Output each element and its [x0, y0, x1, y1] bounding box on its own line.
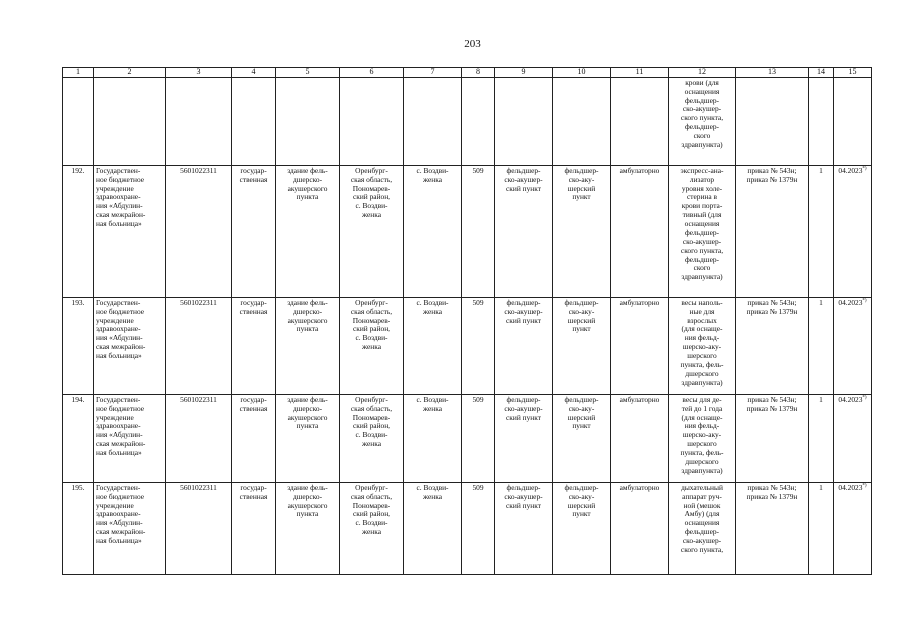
cell-line: шерский [567, 183, 596, 193]
cell-line: фельдшер- [684, 95, 720, 105]
cell-line: аппарат руч- [682, 491, 722, 501]
cell-line: шерский [567, 412, 596, 422]
cell-line: Оренбург- [355, 297, 388, 307]
cell-line: государ- [240, 297, 267, 307]
building-cell [276, 482, 340, 574]
cell-line: дшерско- [292, 174, 323, 184]
cell-line: Оренбург- [355, 165, 388, 175]
cell-line: с. Воздви- [416, 165, 449, 175]
cell-line: ско-аку- [568, 306, 595, 316]
cell-line: здание фель- [287, 482, 328, 492]
cell-line: ский район, [352, 509, 391, 519]
cell-line: ско-аку- [568, 174, 595, 184]
row-number-cell [63, 297, 94, 394]
unit-cell [553, 165, 611, 297]
cell-line: акушерского [287, 412, 328, 422]
inn-cell [166, 394, 232, 482]
cell-line: фельдшер- [684, 254, 720, 264]
unit-type-cell [495, 297, 553, 394]
cell-line: ная больница» [96, 219, 142, 229]
ownership-form-cell [232, 297, 276, 394]
cell-line: Пономарев- [352, 315, 391, 325]
cont-col-5 [276, 77, 340, 165]
cell-line: государ- [240, 394, 267, 404]
cell-line: ского пункта, [680, 544, 724, 554]
cell-line: Оренбург- [355, 482, 388, 492]
cell-line: Государствен- [96, 482, 141, 492]
inn-text: 5601022311 [180, 394, 217, 404]
date-cell [834, 482, 872, 574]
column-number-9: 9 [495, 68, 553, 78]
cell-line: женка [361, 342, 381, 352]
care-form-text: амбулаторно [619, 394, 660, 404]
cell-line: пункт [572, 421, 591, 431]
address-cell [340, 482, 404, 574]
cell-line: женка [422, 403, 442, 413]
cell-line: ско-акушер- [504, 306, 543, 316]
ownership-form-cell [232, 394, 276, 482]
cell-line: здравоохране- [96, 324, 141, 334]
cell-line: Государствен- [96, 165, 141, 175]
quantity-cell [809, 482, 834, 574]
cell-line: приказ № 543н; [747, 482, 797, 492]
continuation-row [63, 77, 872, 165]
cell-line: пункта, фель- [680, 448, 724, 458]
cell-line: ско-акушер- [504, 174, 543, 184]
ownership-form-cell [232, 165, 276, 297]
care-form-text: амбулаторно [619, 297, 660, 307]
inn-text: 5601022311 [180, 297, 217, 307]
cell-line: фельдшер- [506, 165, 541, 175]
cont-col-10 [553, 77, 611, 165]
cell-line: Амбу) (для [684, 509, 720, 519]
cell-line: Пономарев- [352, 500, 391, 510]
row-number-cell [63, 394, 94, 482]
row-number-text: 194. [71, 394, 85, 404]
cell-line: ская межрайон- [96, 210, 146, 220]
cont-col-8 [462, 77, 495, 165]
date-footnote-mark: *) [862, 298, 867, 304]
organization-name-cell [94, 394, 166, 482]
cell-line: (для оснаще- [681, 324, 723, 334]
cell-line: здравпункта) [681, 377, 723, 387]
cont-col-9 [495, 77, 553, 165]
cell-line: уровня холе- [681, 183, 723, 193]
cell-line: тей до 1 года [681, 403, 723, 413]
cell-line: женка [361, 210, 381, 220]
cell-line: ский пункт [506, 412, 541, 422]
cell-line: ные для [689, 306, 715, 316]
cell-line: ная больница» [96, 448, 142, 458]
cell-line: оснащения [684, 86, 720, 96]
cell-line: пункта [296, 192, 319, 202]
population-text: 509 [472, 394, 484, 404]
order-cell [736, 482, 809, 574]
column-number-4: 4 [232, 68, 276, 78]
cell-line: приказ № 543н; [747, 297, 797, 307]
address-cell [340, 297, 404, 394]
cont-col-13 [736, 77, 809, 165]
cell-line: дшерского [685, 368, 719, 378]
cell-line: с. Воздви- [355, 430, 388, 440]
equipment-cell [669, 394, 736, 482]
table-row [63, 297, 872, 394]
cell-line: пункта [296, 324, 319, 334]
cell-line: экспресс-ана- [680, 165, 724, 175]
column-number-2: 2 [94, 68, 166, 78]
date-footnote-mark: *) [862, 483, 867, 489]
inn-cell [166, 482, 232, 574]
care-form-cell [611, 297, 669, 394]
cell-line: шерского [687, 351, 717, 361]
column-number-11: 11 [611, 68, 669, 78]
cell-line: ский район, [352, 324, 391, 334]
unit-type-cell [495, 165, 553, 297]
equipment-cell [669, 165, 736, 297]
cell-line: Оренбург- [355, 394, 388, 404]
cell-line: акушерского [287, 500, 328, 510]
cell-line: ского пункта, [680, 113, 724, 123]
cell-line: ский пункт [506, 500, 541, 510]
cell-line: ное бюджетное [96, 403, 145, 413]
equipment-cell [669, 297, 736, 394]
care-form-text: амбулаторно [619, 482, 660, 492]
cell-line: пункта [296, 421, 319, 431]
cell-line: ско-аку- [568, 403, 595, 413]
organization-name-cell [94, 165, 166, 297]
column-number-8: 8 [462, 68, 495, 78]
cell-line: женка [422, 306, 442, 316]
cont-col-7 [404, 77, 462, 165]
quantity-text: 1 [819, 482, 823, 492]
cell-line: здравоохране- [96, 192, 141, 202]
cell-line: пункт [572, 192, 591, 202]
care-form-cell [611, 165, 669, 297]
cell-line: ния «Абдулин- [96, 430, 143, 440]
cell-line: приказ № 1379н [746, 403, 798, 413]
cell-line: ственная [239, 174, 268, 184]
cell-line: дшерского [685, 456, 719, 466]
quantity-text: 1 [819, 394, 823, 404]
cont-col-11 [611, 77, 669, 165]
address-cell [340, 165, 404, 297]
cell-line: весы наполь- [681, 297, 723, 307]
cell-line: акушерского [287, 183, 328, 193]
unit-type-cell [495, 482, 553, 574]
cont-col-1 [63, 77, 94, 165]
cell-line: с. Воздви- [355, 333, 388, 343]
cell-line: фельдшер- [564, 165, 599, 175]
cell-line: здание фель- [287, 165, 328, 175]
cont-col-14 [809, 77, 834, 165]
quantity-text: 1 [819, 297, 823, 307]
cell-line: фельдшер- [564, 394, 599, 404]
table-row [63, 482, 872, 574]
cell-line: здравоохране- [96, 421, 141, 431]
unit-cell [553, 297, 611, 394]
cell-line: шерский [567, 315, 596, 325]
building-cell [276, 297, 340, 394]
unit-cell [553, 394, 611, 482]
cont-col-2 [94, 77, 166, 165]
cell-line: государ- [240, 165, 267, 175]
cell-line: ский пункт [506, 183, 541, 193]
inn-cell [166, 165, 232, 297]
page-number: 203 [464, 38, 481, 50]
cell-line: приказ № 1379н [746, 174, 798, 184]
date-footnote-mark: *) [862, 166, 867, 172]
cell-line: ского [693, 131, 711, 141]
cell-line: ственная [239, 403, 268, 413]
cell-line: ско-акушер- [504, 491, 543, 501]
cell-line: ния «Абдулин- [96, 201, 143, 211]
cell-line: здание фель- [287, 297, 328, 307]
address-cell [340, 394, 404, 482]
cell-line: лизатор [689, 174, 715, 184]
cell-line: учреждение [96, 183, 134, 193]
cont-equipment-cell [669, 77, 736, 165]
row-number-text: 193. [71, 297, 85, 307]
cell-line: дшерско- [292, 403, 323, 413]
date-text: 04.2023 [838, 297, 863, 307]
cell-line: здравпункта) [681, 465, 723, 475]
building-cell [276, 165, 340, 297]
cell-line: дшерско- [292, 306, 323, 316]
cell-line: здравпункта) [681, 139, 723, 149]
data-table [62, 67, 872, 575]
order-cell [736, 394, 809, 482]
cell-line: ное бюджетное [96, 491, 145, 501]
column-number-10: 10 [553, 68, 611, 78]
cell-line: фельдшер- [684, 227, 720, 237]
cell-line: фельдшер- [564, 482, 599, 492]
inn-text: 5601022311 [180, 165, 217, 175]
population-cell [462, 394, 495, 482]
cell-line: пункта [296, 509, 319, 519]
building-cell [276, 394, 340, 482]
cell-line: приказ № 1379н [746, 491, 798, 501]
cell-line: с. Воздви- [416, 482, 449, 492]
quantity-cell [809, 394, 834, 482]
cell-line: ско-акушер- [682, 236, 722, 246]
row-number-text: 195. [71, 482, 85, 492]
cell-line: ско-аку- [568, 491, 595, 501]
column-number-7: 7 [404, 68, 462, 78]
cont-col-6 [340, 77, 404, 165]
cell-line: ственная [239, 491, 268, 501]
population-text: 509 [472, 482, 484, 492]
column-number-1: 1 [63, 68, 94, 78]
population-text: 509 [472, 165, 484, 175]
settlement-cell [404, 297, 462, 394]
cell-line: здание фель- [287, 394, 328, 404]
cell-line: ско-акушер- [504, 403, 543, 413]
population-cell [462, 482, 495, 574]
equipment-cell [669, 482, 736, 574]
cell-line: Государствен- [96, 297, 141, 307]
row-number-cell [63, 165, 94, 297]
unit-type-cell [495, 394, 553, 482]
date-cell [834, 165, 872, 297]
quantity-cell [809, 165, 834, 297]
care-form-text: амбулаторно [619, 165, 660, 175]
population-cell [462, 165, 495, 297]
cell-line: здравоохране- [96, 509, 141, 519]
population-cell [462, 297, 495, 394]
column-number-row [63, 68, 872, 78]
cell-line: ская область, [350, 306, 393, 316]
cell-line: ский район, [352, 192, 391, 202]
cell-line: ственная [239, 306, 268, 316]
cell-line: фельдшер- [506, 297, 541, 307]
cell-line: ская область, [350, 491, 393, 501]
cell-line: ская область, [350, 174, 393, 184]
cell-line: шерский [567, 500, 596, 510]
cell-line: ное бюджетное [96, 306, 145, 316]
cell-line: с. Воздви- [416, 394, 449, 404]
cell-line: приказ № 1379н [746, 306, 798, 316]
care-form-cell [611, 482, 669, 574]
cell-line: оснащения [684, 219, 720, 229]
settlement-cell [404, 394, 462, 482]
cell-line: (для оснаще- [681, 412, 723, 422]
cell-line: приказ № 543н; [747, 165, 797, 175]
cont-col-3 [166, 77, 232, 165]
cell-line: ский район, [352, 421, 391, 431]
cell-line: фельдшер- [506, 482, 541, 492]
row-number-cell [63, 482, 94, 574]
organization-name-cell [94, 482, 166, 574]
cell-line: пункта, фель- [680, 359, 724, 369]
care-form-cell [611, 394, 669, 482]
cell-line: ская межрайон- [96, 527, 146, 537]
population-text: 509 [472, 297, 484, 307]
date-footnote-mark: *) [862, 395, 867, 401]
cell-line: ско-акушер- [682, 536, 722, 546]
column-number-6: 6 [340, 68, 404, 78]
settlement-cell [404, 165, 462, 297]
cell-line: ская межрайон- [96, 342, 146, 352]
cell-line: учреждение [96, 412, 134, 422]
cell-line: акушерского [287, 315, 328, 325]
cell-line: с. Воздви- [355, 201, 388, 211]
cell-line: ное бюджетное [96, 174, 145, 184]
cell-line: женка [422, 491, 442, 501]
cell-line: Пономарев- [352, 183, 391, 193]
cont-col-15 [834, 77, 872, 165]
cell-line: фельдшер- [684, 527, 720, 537]
column-number-12: 12 [669, 68, 736, 78]
cell-line: шерского [687, 439, 717, 449]
cell-line: ной (мешок [683, 500, 721, 510]
column-number-15: 15 [834, 68, 872, 78]
cell-line: женка [422, 174, 442, 184]
cell-line: женка [361, 527, 381, 537]
quantity-text: 1 [819, 165, 823, 175]
row-number-text: 192. [71, 165, 85, 175]
cell-line: ная больница» [96, 536, 142, 546]
cell-line: шерско-аку- [682, 342, 722, 352]
date-cell [834, 297, 872, 394]
cell-line: ния фельд- [684, 421, 720, 431]
cell-line: учреждение [96, 500, 134, 510]
cell-line: крови (для [685, 77, 719, 87]
inn-text: 5601022311 [180, 482, 217, 492]
cell-line: фельдшер- [506, 394, 541, 404]
column-number-14: 14 [809, 68, 834, 78]
table-row [63, 165, 872, 297]
date-cell [834, 394, 872, 482]
cell-line: фельдшер- [684, 122, 720, 132]
cell-line: приказ № 543н; [747, 394, 797, 404]
ownership-form-cell [232, 482, 276, 574]
settlement-cell [404, 482, 462, 574]
cell-line: ния фельд- [684, 333, 720, 343]
date-text: 04.2023 [838, 165, 863, 175]
cell-line: ского пункта, [680, 245, 724, 255]
order-cell [736, 297, 809, 394]
cell-line: ния «Абдулин- [96, 518, 143, 528]
cell-line: государ- [240, 482, 267, 492]
cell-line: Государствен- [96, 394, 141, 404]
cell-line: шерско-аку- [682, 430, 722, 440]
cell-line: ского [693, 263, 711, 273]
cell-line: Пономарев- [352, 412, 391, 422]
column-number-5: 5 [276, 68, 340, 78]
cell-line: дыхательный [681, 482, 723, 492]
cell-line: ский пункт [506, 315, 541, 325]
cell-line: пункт [572, 324, 591, 334]
column-number-3: 3 [166, 68, 232, 78]
cell-line: взрослых [687, 315, 717, 325]
cell-line: ния «Абдулин- [96, 333, 143, 343]
quantity-cell [809, 297, 834, 394]
table-row [63, 394, 872, 482]
cell-line: здравпункта) [681, 272, 723, 282]
cell-line: фельдшер- [564, 297, 599, 307]
cell-line: с. Воздви- [416, 297, 449, 307]
organization-name-cell [94, 297, 166, 394]
cell-line: женка [361, 439, 381, 449]
cell-line: стерина в [686, 192, 717, 202]
cell-line: с. Воздви- [355, 518, 388, 528]
date-text: 04.2023 [838, 394, 863, 404]
cell-line: учреждение [96, 315, 134, 325]
cell-line: крови порта- [681, 201, 723, 211]
cell-line: ская область, [350, 403, 393, 413]
cell-line: ная больница» [96, 351, 142, 361]
date-text: 04.2023 [838, 482, 863, 492]
order-cell [736, 165, 809, 297]
cell-line: весы для де- [682, 394, 722, 404]
cell-line: оснащения [684, 518, 720, 528]
unit-cell [553, 482, 611, 574]
cont-col-4 [232, 77, 276, 165]
cell-line: ско-акушер- [682, 104, 722, 114]
cell-line: дшерско- [292, 491, 323, 501]
column-number-13: 13 [736, 68, 809, 78]
inn-cell [166, 297, 232, 394]
cell-line: тивный (для [682, 210, 722, 220]
cell-line: ская межрайон- [96, 439, 146, 449]
cell-line: пункт [572, 509, 591, 519]
